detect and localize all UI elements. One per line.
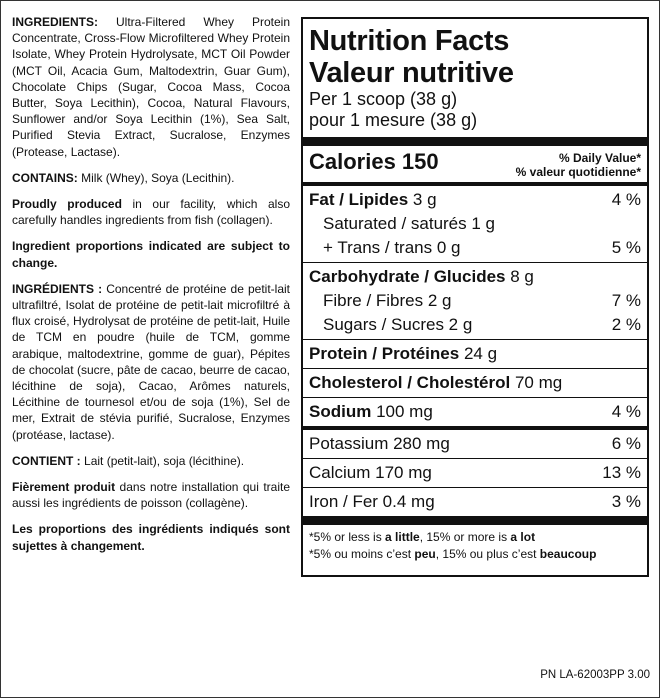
cholesterol-group: [309, 369, 641, 397]
sugars-pct: 2 %: [611, 315, 641, 334]
footnote-fr-bold1: peu: [414, 547, 436, 561]
contains-fr: [12, 453, 290, 469]
ingredients-en: [12, 14, 290, 160]
trans-name: + Trans / trans 0 g: [323, 238, 461, 257]
serving-size-en: Per 1 scoop (38 g): [309, 89, 458, 109]
sodium-amount: 100 mg: [376, 402, 433, 421]
facility-fr-text: dans notre installation qui traite aussi les ingrédients de poisson (collagène).: [12, 480, 291, 511]
protein-row: [309, 342, 641, 366]
potassium-pct: 6 %: [611, 434, 641, 453]
facility-en-bold: Proudly produced: [12, 197, 122, 212]
saturated-pct: 5 %: [611, 238, 641, 257]
sodium-name: Sodium: [309, 402, 372, 421]
fat-name: Fat / Lipides: [309, 190, 409, 209]
potassium-row: [309, 432, 641, 456]
sugars-name: Sugars / Sucres 2 g: [323, 315, 473, 334]
nutrition-facts-table: [301, 17, 649, 577]
carbs-group: [309, 263, 641, 339]
calcium-group: [309, 459, 641, 487]
fat-group: [309, 186, 641, 262]
nutrition-title-fr: Valeur nutritive: [309, 57, 514, 89]
part-number: PN LA-62003PP 3.00: [540, 669, 650, 681]
facility-fr: [12, 479, 290, 511]
facility-en: [12, 196, 290, 228]
serving-size-fr: pour 1 mesure (38 g): [309, 110, 478, 130]
cholesterol-row: [309, 371, 641, 395]
ingredients-en-label: INGREDIENTS:: [12, 15, 99, 29]
potassium-name: Potassium 280 mg: [309, 434, 450, 453]
footnote-en-part2: , 15% or more is: [419, 530, 511, 544]
iron-pct: 3 %: [611, 492, 641, 511]
protein-amount: 24 g: [463, 344, 498, 363]
ingredients-en-text: Ultra-Filtered Whey Protein Concentrate, Cross-Flow Microfiltered Whey Protein Isolate, Whey Protein Hydrolysate, MCT Oil Powder (MCT Oil, Acacia Gum, Maltodextrin, Guar Gum), Chocolate Chips (Sugar, Cocoa Mass, Cocoa Butter, Soya Lecithin), Cocoa, Natural Flavours, Sunflower and/or Soya Lecithin (1%), Sea Salt, Purified Stevia Extract, Sucralose, Enzymes (Protease, Lactase).: [12, 15, 290, 159]
calcium-row: [309, 461, 641, 485]
carbs-amount: 8 g: [510, 267, 534, 286]
sodium-group: [309, 398, 641, 426]
daily-value-header: [516, 151, 641, 179]
facility-en-text: in our facility, which also carefully handles ingredients from fish (collagen).: [12, 197, 290, 228]
protein-group: [309, 340, 641, 368]
carbs-name: Carbohydrate / Glucides: [309, 267, 506, 286]
footnote-en-bold1: a little: [385, 530, 420, 544]
iron-group: [309, 488, 641, 516]
potassium-group: [309, 430, 641, 458]
footnote-fr-bold2: beaucoup: [539, 547, 597, 561]
fibre-pct: 7 %: [611, 291, 641, 310]
ingredients-fr: [12, 281, 290, 443]
proportions-en-text: Ingredient proportions indicated are subject to change.: [12, 239, 290, 270]
footnote: [309, 525, 641, 563]
contains-en-text: Milk (Whey), Soya (Lecithin).: [81, 170, 235, 185]
footnote-en-bold2: a lot: [510, 530, 536, 544]
fat-row: [309, 188, 641, 212]
contains-fr-label: CONTIENT :: [12, 453, 81, 468]
calories-label: Calories 150: [309, 149, 439, 174]
calcium-name: Calcium 170 mg: [309, 463, 432, 482]
contains-fr-text: Lait (petit-lait), soja (lécithine).: [84, 453, 245, 468]
footnote-fr-part1: *5% ou moins c’est: [309, 547, 415, 561]
daily-value-fr: % valeur quotidienne*: [515, 165, 641, 179]
divider-thick: [303, 516, 647, 525]
proportions-fr-text: Les proportions des ingrédients indiqués sont sujettes à changement.: [12, 522, 290, 553]
sodium-row: [309, 400, 641, 424]
sugars-row: [309, 313, 641, 337]
cholesterol-name: Cholesterol / Cholestérol: [309, 373, 511, 392]
iron-row: [309, 490, 641, 514]
facility-fr-bold: Fièrement produit: [12, 480, 116, 495]
iron-name: Iron / Fer 0.4 mg: [309, 492, 435, 511]
fibre-name: Fibre / Fibres 2 g: [323, 291, 452, 310]
footnote-fr: [309, 546, 641, 563]
nutrition-title-en: Nutrition Facts: [309, 25, 510, 57]
sodium-pct: 4 %: [611, 402, 641, 421]
proportions-en: [12, 238, 290, 270]
footnote-en: [309, 529, 641, 546]
cholesterol-amount: 70 mg: [514, 373, 563, 392]
protein-name: Protein / Protéines: [309, 344, 460, 363]
carbs-row: [309, 265, 641, 289]
calories-row: [309, 146, 641, 182]
calcium-pct: 13 %: [602, 463, 641, 482]
ingredients-fr-text: Concentré de protéine de petit-lait ultrafiltré, Isolat de protéine de petit-lait microfiltré à flux croisé, Hydrolysat de protéine de petit-lait, Huile de TCM en poudre (huile de TCM, gomme arabique, maltodextrine, gomme de guar), Pépites de chocolat (sucre, pâte de cacao, beurre de cacao, lécithine de soja), Cacao, Arômes naturels, Lécithine de tournesol et/ou de soja (1%), Sel de mer, Extrait de stévia purifié, Sucralose, Enzymes (protéase, lactase).: [12, 281, 290, 442]
ingredients-panel: [12, 14, 290, 564]
saturated-trans-row: [309, 212, 641, 260]
divider-thick: [303, 137, 647, 146]
proportions-fr: [12, 521, 290, 553]
fat-pct: 4 %: [611, 190, 641, 209]
footnote-fr-part2: , 15% ou plus c’est: [435, 547, 540, 561]
contains-en: [12, 170, 290, 186]
fibre-row: [309, 289, 641, 313]
contains-en-label: CONTAINS:: [12, 170, 78, 185]
footnote-en-part1: *5% or less is: [309, 530, 386, 544]
ingredients-fr-label: INGRÉDIENTS :: [12, 281, 103, 296]
daily-value-en: % Daily Value*: [558, 151, 641, 165]
fat-amount: 3 g: [412, 190, 437, 209]
saturated-name: Saturated / saturés 1 g: [323, 214, 495, 233]
